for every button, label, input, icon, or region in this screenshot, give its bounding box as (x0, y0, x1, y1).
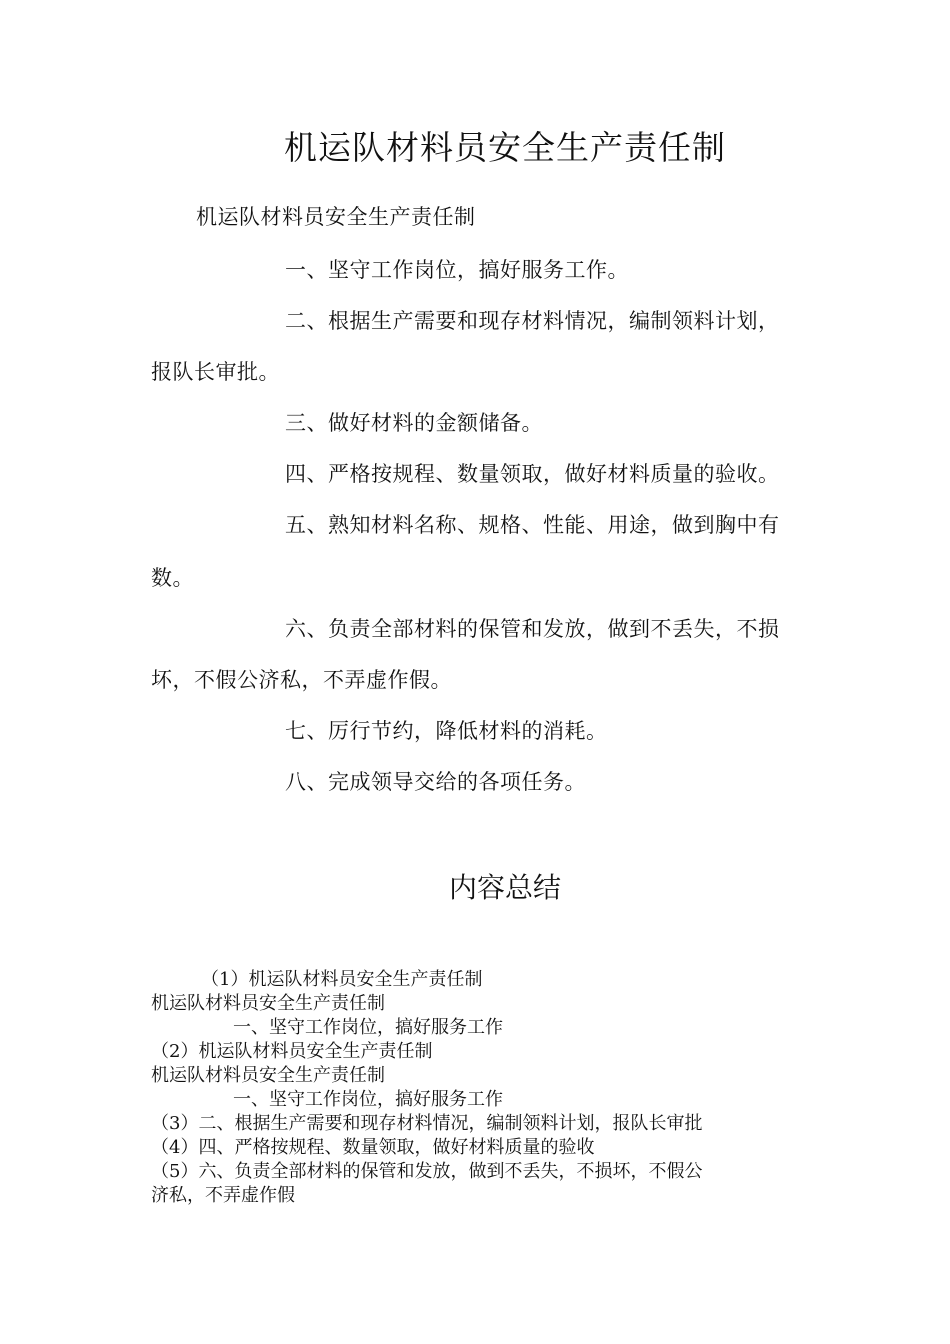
paragraph-item-2-cont: 报队长审批。 (151, 360, 280, 384)
paragraph-item-4: 四、严格按规程、数量领取，做好材料质量的验收。 (285, 462, 780, 486)
paragraph-item-6: 六、负责全部材料的保管和发放，做到不丢失，不损 (285, 617, 780, 641)
summary-line-4: （2）机运队材料员安全生产责任制 (151, 1041, 433, 1062)
summary-line-1: （1）机运队材料员安全生产责任制 (201, 969, 483, 990)
summary-line-10: 济私，不弄虚作假 (151, 1185, 295, 1206)
summary-line-9: （5）六、负责全部材料的保管和发放，做到不丢失，不损坏，不假公 (151, 1161, 703, 1182)
document-title: 机运队材料员安全生产责任制 (284, 128, 726, 167)
summary-line-3: 一、坚守工作岗位，搞好服务工作 (233, 1017, 503, 1038)
summary-line-8: （4）四、严格按规程、数量领取，做好材料质量的验收 (151, 1137, 595, 1158)
summary-line-2: 机运队材料员安全生产责任制 (151, 993, 385, 1014)
summary-line-6: 一、坚守工作岗位，搞好服务工作 (233, 1089, 503, 1110)
summary-line-5: 机运队材料员安全生产责任制 (151, 1065, 385, 1086)
paragraph-item-5: 五、熟知材料名称、规格、性能、用途，做到胸中有 (285, 513, 780, 537)
paragraph-item-6-cont: 坏，不假公济私，不弄虚作假。 (151, 668, 452, 692)
paragraph-item-8: 八、完成领导交给的各项任务。 (285, 770, 586, 794)
paragraph-item-3: 三、做好材料的金额储备。 (285, 411, 543, 435)
summary-line-7: （3）二、根据生产需要和现存材料情况，编制领料计划，报队长审批 (151, 1113, 703, 1134)
paragraph-item-7: 七、厉行节约，降低材料的消耗。 (285, 719, 608, 743)
paragraph-item-5-cont: 数。 (151, 566, 194, 590)
paragraph-item-1: 一、坚守工作岗位，搞好服务工作。 (285, 258, 629, 282)
document-subtitle: 机运队材料员安全生产责任制 (196, 205, 476, 229)
summary-title: 内容总结 (448, 871, 561, 904)
paragraph-item-2: 二、根据生产需要和现存材料情况，编制领料计划， (285, 309, 780, 333)
